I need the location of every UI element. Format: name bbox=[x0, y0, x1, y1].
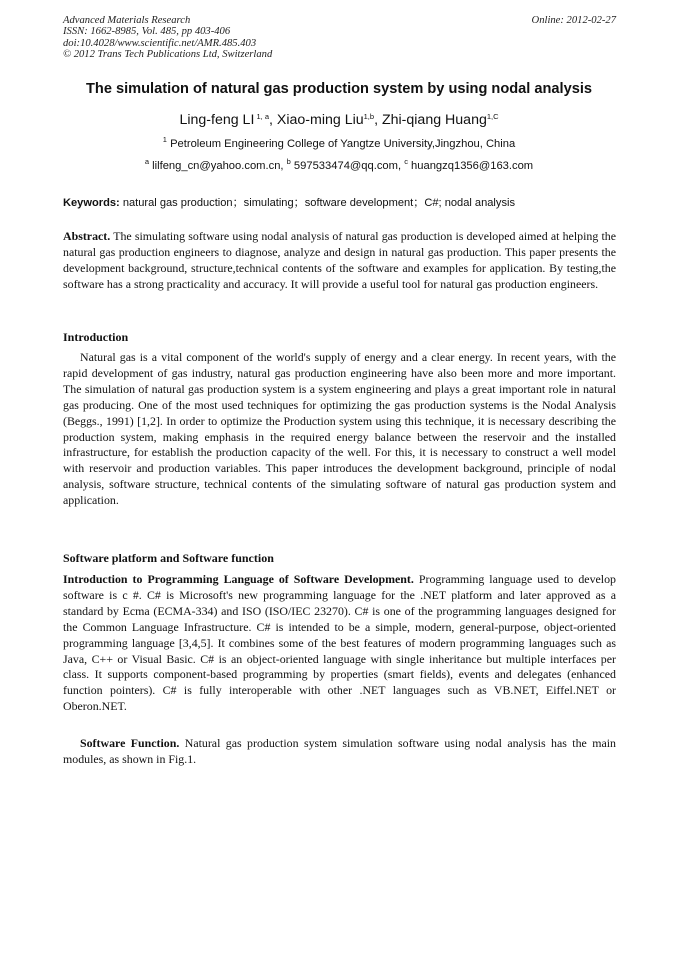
keywords-text: natural gas production；simulating；software development；C#; nodal analysis bbox=[122, 197, 515, 209]
email-mark: c bbox=[404, 157, 408, 166]
software-heading: Software platform and Software function bbox=[63, 551, 274, 565]
programming-label: Introduction to Programming Language of Software Development. bbox=[63, 572, 414, 586]
email-mark: b bbox=[286, 157, 291, 166]
email-link[interactable]: huangzq1356@163.com bbox=[411, 160, 534, 172]
online-date: Online: 2012-02-27 bbox=[531, 15, 616, 26]
function-label: Software Function. bbox=[80, 736, 180, 750]
function-text: Natural gas production system simulation software using nodal analysis has the main modules, as shown in Fig.1. bbox=[63, 736, 616, 766]
author-affiliation-mark: 1,C bbox=[486, 112, 499, 121]
journal-name: Advanced Materials Research bbox=[63, 15, 191, 26]
journal-header bbox=[63, 15, 616, 60]
introduction-heading: Introduction bbox=[63, 330, 129, 344]
author-list: Ling-feng LI $^{1, a}$, Xiao-ming Liu$^{1,b}$, Zhi-qiang Huang$^{1,C}$ bbox=[179, 112, 499, 128]
abstract-label: Abstract. bbox=[63, 229, 111, 243]
author-affiliation-mark: 1,b bbox=[363, 112, 375, 121]
abstract-text: The simulating software using nodal analysis of natural gas production is developed aimed at helping the natural gas production engineers to diagnose, analyze and design in natural gas production. This paper presents the development background, structure,technical contents of the software and examples for application. By testing,the software has a strong practicality and accuracy. It will provide a useful tool for natural gas production engineers. bbox=[63, 229, 616, 291]
journal-doi: doi:10.4028/www.scientific.net/AMR.485.403 bbox=[63, 37, 257, 49]
abstract bbox=[63, 229, 616, 293]
journal-copyright: © 2012 Trans Tech Publications Ltd, Switzerland bbox=[63, 48, 273, 60]
author-affiliation-mark: 1, a bbox=[254, 112, 269, 121]
email-link[interactable]: lilfeng_cn@yahoo.com.cn, bbox=[152, 160, 287, 172]
keywords-label: Keywords: bbox=[63, 197, 120, 209]
email-link[interactable]: 597533474@qq.com, bbox=[293, 160, 405, 172]
programming-paragraph bbox=[63, 572, 616, 715]
email-mark: a bbox=[144, 157, 150, 166]
function-paragraph bbox=[63, 736, 616, 768]
author-name: Xiao-ming Liu bbox=[276, 112, 364, 128]
author-emails bbox=[40, 159, 638, 173]
introduction-paragraph: Natural gas is a vital component of the world's supply of energy and a clear energy. In recent years, with the rapid development of gas industry, natural gas production engineering have also been more and more important. The simulation of natural gas production system is a system engineering and plays a great important role in natural gas producing. One of the most used techniques for optimizing the gas production systems is the Nodal Analysis (Beggs., 1991) [1,2]. In order to optimize the Production system using this technique, it is necessary describing the production system, making emphasis in the required energy balance between the reservoir and the installed infrastructure, for establish the production capacity of the well. For this, it is necessary to construct a well model with reservoir and production variables. This paper introduces the development background, principle of nodal analysis, software structure, technical contents of the simulating software of natural gas production system and application. bbox=[63, 350, 616, 508]
programming-text: Programming language used to develop software is c #. C# is Microsoft's new programming language for the .NET platform and later approved as a standard by Ecma (ECMA-334) and ISO (ISO/IEC 23270). C# is one of the programming languages designed for the Common Language Infrastructure. C# is intended to be a simple, modern, general-purpose, object-oriented programming language [3,4,5]. It combines some of the best features of modern programming languages such as Java, C++ or Visual Basic. C# is an object-oriented language with single inheritance but multiple interfaces per class. It supports component-based programming by properties (smart fields), events and delegates (enhanced function pointers). C# is fully interoperable with other .NET languages such as VB.NET, Eiffel.NET or Oberon.NET. bbox=[63, 572, 616, 714]
affiliation bbox=[40, 137, 638, 151]
affiliation-text: Petroleum Engineering College of Yangtze University,Jingzhou, China bbox=[170, 138, 516, 150]
author-name: Zhi-qiang Huang bbox=[381, 112, 487, 128]
journal-issn: ISSN: 1662-8985, Vol. 485, pp 403-406 bbox=[63, 26, 231, 38]
keywords bbox=[63, 196, 616, 210]
paper-title: The simulation of natural gas production system by using nodal analysis bbox=[85, 81, 592, 97]
affiliation-mark: 1 bbox=[162, 135, 167, 144]
author-name: Ling-feng LI bbox=[179, 112, 255, 128]
